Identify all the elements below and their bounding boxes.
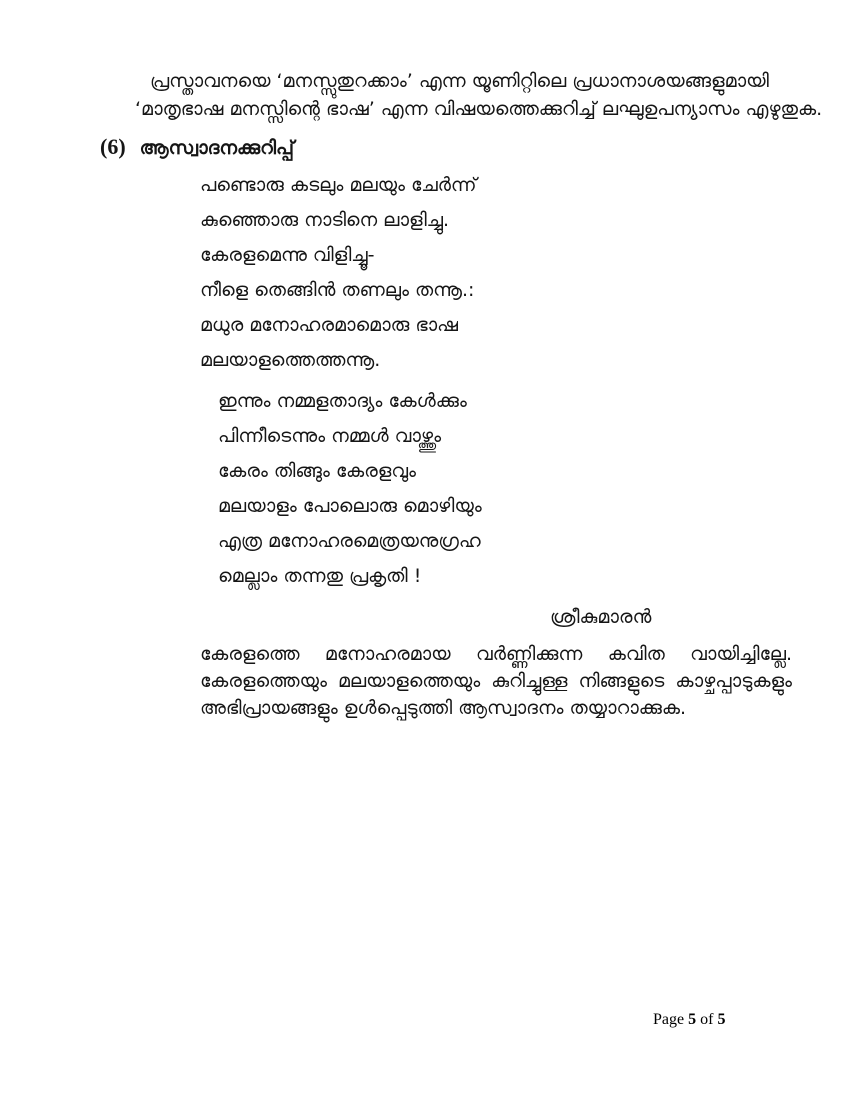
poem-line: മെല്ലാം തന്നതു പ്രകൃതി !: [218, 565, 422, 587]
section-title: ആസ്വാദനക്കുറിപ്പ്: [139, 137, 295, 159]
total-pages: 5: [717, 1011, 726, 1028]
page-footer: [653, 1011, 725, 1029]
poem-line: മലയാളത്തെത്തന്നൂ.: [200, 349, 381, 371]
poem-line: പിന്നീടെന്നും നമ്മൾ വാഴ്ത്തും: [218, 425, 442, 447]
intro-line-2: ‘മാതൃഭാഷ മനസ്സിന്റെ ഭാഷ’ എന്ന വിഷയത്തെക്കുറിച്ച് ലഘുഉപന്യാസം എഴുതുക.: [135, 98, 823, 120]
poem-line: മലയാളം പോലൊരു മൊഴിയും: [218, 495, 482, 517]
section-number: (6): [100, 134, 126, 159]
poem-line: നീളെ തെങ്ങിൻ തണലും തന്നൂ.:: [200, 279, 475, 301]
page-label: Page: [653, 1011, 685, 1028]
poem-line: എത്ര മനോഹരമെത്രയനുഗ്രഹ: [218, 530, 481, 552]
poem-line: കേരം തിങ്ങും കേരളവും: [218, 460, 416, 482]
task-line-1: കേരളത്തെ മനോഹരമായ വർണ്ണിക്കുന്ന കവിത വായിച്ചില്ലേ.: [200, 643, 792, 665]
poem-line: മധുര മനോഹരമാമൊരു ഭാഷ: [200, 314, 459, 336]
task-line-2: കേരളത്തെയും മലയാളത്തെയും കുറിച്ചുള്ള നിങ്ങളുടെ കാഴ്ചപ്പാടുകളും: [200, 670, 792, 692]
poem-line: കുഞ്ഞൊരു നാടിനെ ലാളിച്ചു.: [200, 209, 450, 231]
intro-line-1: പ്രസ്താവനയെ ‘മനസ്സുതുറക്കാം’ എന്ന യൂണിറ്റിലെ പ്രധാനാശയങ്ങളുമായി: [150, 70, 769, 92]
poem-line: പണ്ടൊരു കടലും മലയും ചേർന്ന്: [200, 174, 477, 196]
poem-author: ശ്രീകുമാരൻ: [550, 606, 652, 628]
poem-line: ഇന്നും നമ്മളതാദ്യം കേൾക്കും: [218, 390, 467, 412]
poem-line: കേരളമെന്നു വിളിച്ചൂ-: [200, 244, 375, 266]
of-label: of: [700, 1011, 714, 1028]
task-line-3: അഭിപ്രായങ്ങളും ഉൾപ്പെടുത്തി ആസ്വാദനം തയ്യാറാക്കുക.: [200, 697, 687, 719]
page-number: 5: [688, 1011, 697, 1028]
section-heading: [100, 134, 294, 160]
